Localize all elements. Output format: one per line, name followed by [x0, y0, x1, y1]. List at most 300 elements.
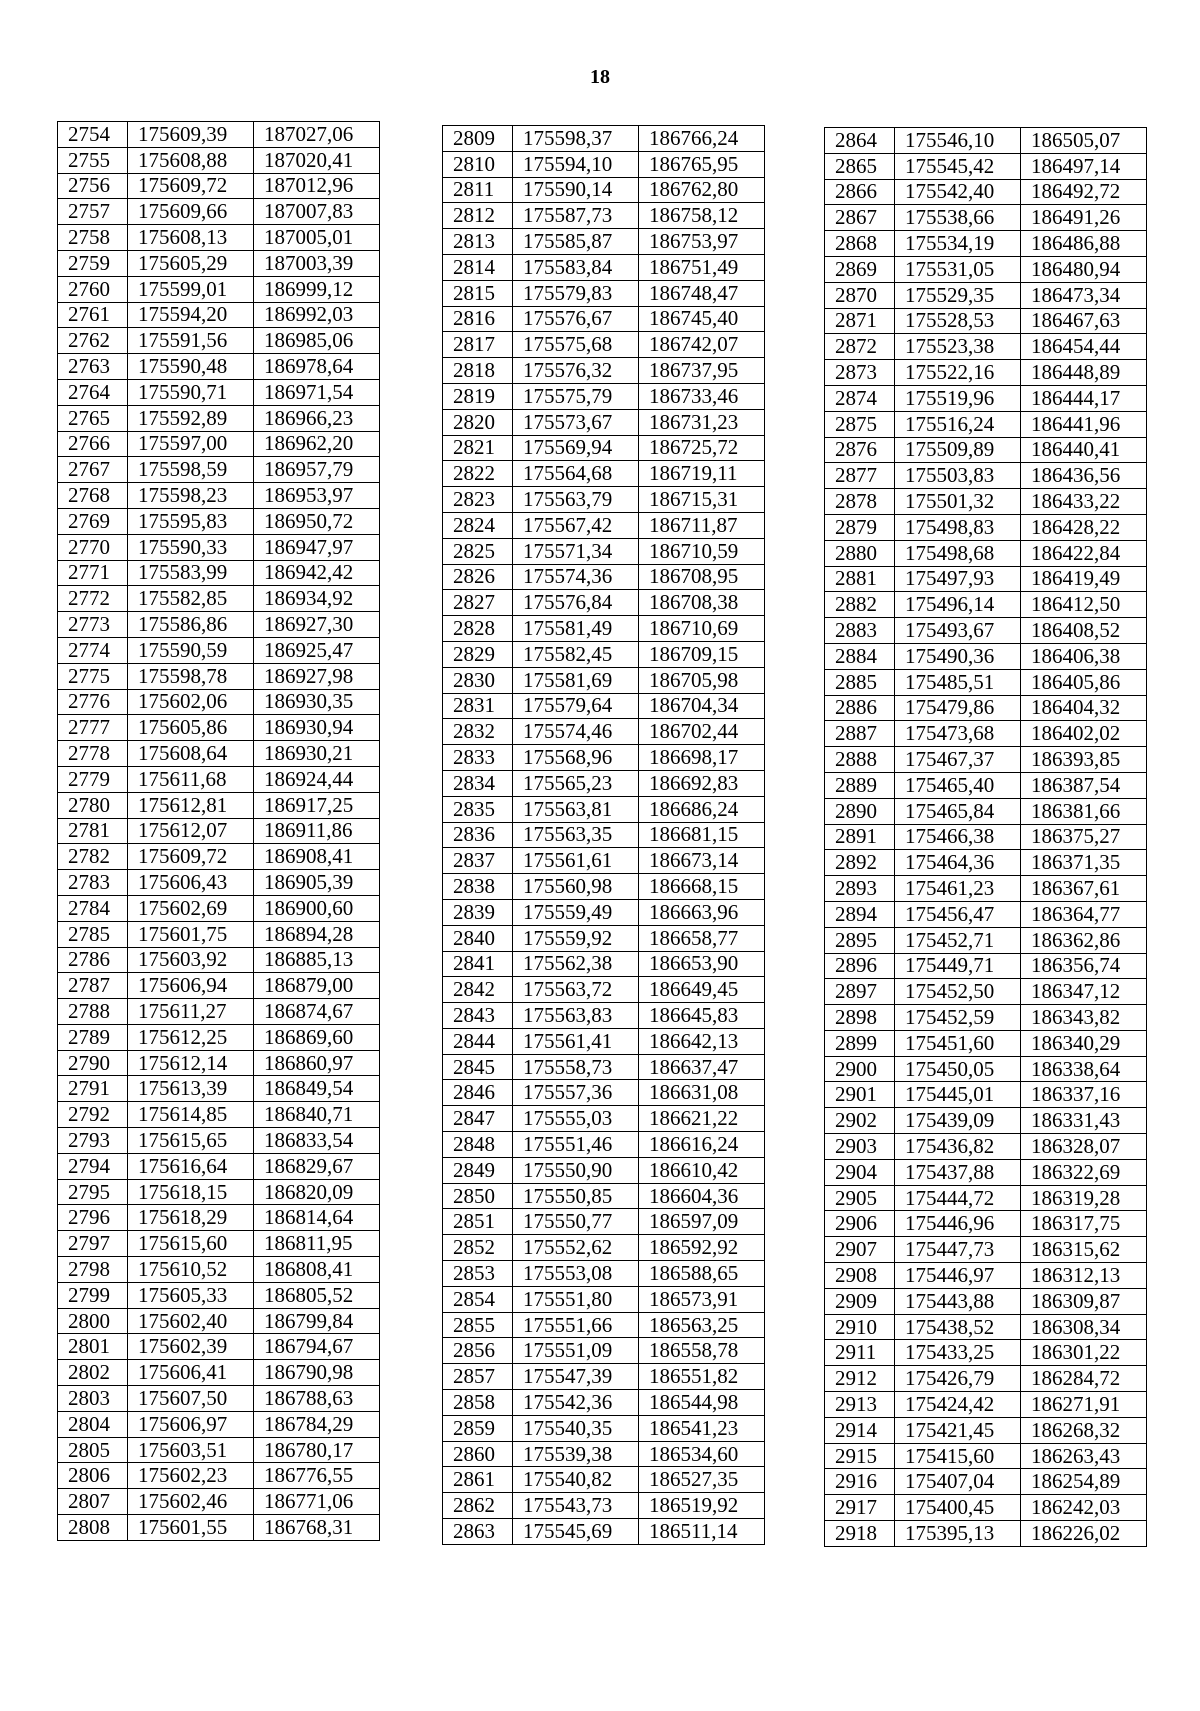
table-row [825, 824, 1147, 850]
table-row [58, 379, 380, 405]
point-number-cell: 2786 [58, 947, 128, 973]
point-number-cell: 2803 [58, 1386, 128, 1412]
x-coordinate-cell: 175579,64 [513, 693, 639, 719]
table-row [58, 560, 380, 586]
table-row [58, 1437, 380, 1463]
table-row [58, 483, 380, 509]
point-number-cell: 2833 [443, 745, 513, 771]
y-coordinate-cell: 186930,21 [254, 741, 380, 767]
x-coordinate-cell: 175456,47 [895, 901, 1021, 927]
x-coordinate-cell: 175563,83 [513, 1003, 639, 1029]
x-coordinate-cell: 175498,68 [895, 540, 1021, 566]
y-coordinate-cell: 186393,85 [1021, 747, 1147, 773]
y-coordinate-cell: 186436,56 [1021, 463, 1147, 489]
table-row [443, 848, 765, 874]
table-row [58, 1024, 380, 1050]
y-coordinate-cell: 186762,80 [639, 177, 765, 203]
x-coordinate-cell: 175598,59 [128, 457, 254, 483]
y-coordinate-cell: 186315,62 [1021, 1237, 1147, 1263]
table-row [825, 1469, 1147, 1495]
table-row [443, 151, 765, 177]
y-coordinate-cell: 186412,50 [1021, 592, 1147, 618]
point-number-cell: 2818 [443, 358, 513, 384]
x-coordinate-cell: 175595,83 [128, 508, 254, 534]
y-coordinate-cell: 186486,88 [1021, 231, 1147, 257]
y-coordinate-cell: 186731,23 [639, 409, 765, 435]
x-coordinate-cell: 175608,13 [128, 225, 254, 251]
point-number-cell: 2906 [825, 1211, 895, 1237]
table-row [825, 592, 1147, 618]
coordinate-table-1 [57, 121, 380, 1541]
point-number-cell: 2811 [443, 177, 513, 203]
table-row [58, 1257, 380, 1283]
y-coordinate-cell: 186322,69 [1021, 1159, 1147, 1185]
y-coordinate-cell: 186271,91 [1021, 1392, 1147, 1418]
y-coordinate-cell: 186534,60 [639, 1441, 765, 1467]
y-coordinate-cell: 186588,65 [639, 1261, 765, 1287]
point-number-cell: 2828 [443, 616, 513, 642]
table-row [58, 741, 380, 767]
y-coordinate-cell: 186328,07 [1021, 1134, 1147, 1160]
point-number-cell: 2837 [443, 848, 513, 874]
table-row [443, 1157, 765, 1183]
y-coordinate-cell: 186710,59 [639, 538, 765, 564]
table-row [58, 1050, 380, 1076]
x-coordinate-cell: 175598,78 [128, 663, 254, 689]
table-row [443, 1183, 765, 1209]
point-number-cell: 2905 [825, 1185, 895, 1211]
x-coordinate-cell: 175618,15 [128, 1179, 254, 1205]
table-row [825, 618, 1147, 644]
x-coordinate-cell: 175465,40 [895, 772, 1021, 798]
x-coordinate-cell: 175447,73 [895, 1237, 1021, 1263]
x-coordinate-cell: 175574,46 [513, 719, 639, 745]
table-row [825, 153, 1147, 179]
table-row [825, 1288, 1147, 1314]
table-row [58, 689, 380, 715]
point-number-cell: 2843 [443, 1003, 513, 1029]
x-coordinate-cell: 175551,46 [513, 1132, 639, 1158]
table-row [443, 538, 765, 564]
x-coordinate-cell: 175445,01 [895, 1082, 1021, 1108]
y-coordinate-cell: 186337,16 [1021, 1082, 1147, 1108]
x-coordinate-cell: 175601,55 [128, 1515, 254, 1541]
y-coordinate-cell: 186491,26 [1021, 205, 1147, 231]
point-number-cell: 2831 [443, 693, 513, 719]
x-coordinate-cell: 175563,72 [513, 977, 639, 1003]
point-number-cell: 2761 [58, 302, 128, 328]
x-coordinate-cell: 175446,96 [895, 1211, 1021, 1237]
point-number-cell: 2879 [825, 514, 895, 540]
point-number-cell: 2796 [58, 1205, 128, 1231]
x-coordinate-cell: 175545,69 [513, 1519, 639, 1545]
x-coordinate-cell: 175540,35 [513, 1415, 639, 1441]
y-coordinate-cell: 186573,91 [639, 1286, 765, 1312]
y-coordinate-cell: 186733,46 [639, 383, 765, 409]
y-coordinate-cell: 186441,96 [1021, 411, 1147, 437]
x-coordinate-cell: 175606,43 [128, 870, 254, 896]
x-coordinate-cell: 175452,50 [895, 979, 1021, 1005]
table-row [58, 1205, 380, 1231]
table-row [58, 1179, 380, 1205]
y-coordinate-cell: 186947,97 [254, 534, 380, 560]
x-coordinate-cell: 175583,84 [513, 254, 639, 280]
table-row [825, 669, 1147, 695]
table-row [58, 1463, 380, 1489]
point-number-cell: 2897 [825, 979, 895, 1005]
point-number-cell: 2804 [58, 1411, 128, 1437]
table-row [443, 1209, 765, 1235]
x-coordinate-cell: 175503,83 [895, 463, 1021, 489]
table-row [58, 715, 380, 741]
table-row [825, 334, 1147, 360]
x-coordinate-cell: 175552,62 [513, 1235, 639, 1261]
table-row [443, 951, 765, 977]
table-row [825, 1134, 1147, 1160]
table-row [58, 405, 380, 431]
table-row [58, 870, 380, 896]
x-coordinate-cell: 175466,38 [895, 824, 1021, 850]
x-coordinate-cell: 175465,84 [895, 798, 1021, 824]
point-number-cell: 2860 [443, 1441, 513, 1467]
table-row [443, 306, 765, 332]
point-number-cell: 2765 [58, 405, 128, 431]
table-row [825, 1443, 1147, 1469]
x-coordinate-cell: 175569,94 [513, 435, 639, 461]
x-coordinate-cell: 175582,85 [128, 586, 254, 612]
table-row [443, 177, 765, 203]
x-coordinate-cell: 175559,92 [513, 925, 639, 951]
x-coordinate-cell: 175564,68 [513, 461, 639, 487]
point-number-cell: 2904 [825, 1159, 895, 1185]
x-coordinate-cell: 175522,16 [895, 360, 1021, 386]
point-number-cell: 2873 [825, 360, 895, 386]
x-coordinate-cell: 175581,49 [513, 616, 639, 642]
x-coordinate-cell: 175602,40 [128, 1308, 254, 1334]
point-number-cell: 2917 [825, 1495, 895, 1521]
table-row [58, 1153, 380, 1179]
table-row [443, 1312, 765, 1338]
table-row [825, 360, 1147, 386]
table-row [58, 792, 380, 818]
table-row [825, 1366, 1147, 1392]
x-coordinate-cell: 175542,40 [895, 179, 1021, 205]
y-coordinate-cell: 186558,78 [639, 1338, 765, 1364]
y-coordinate-cell: 186900,60 [254, 895, 380, 921]
point-number-cell: 2908 [825, 1263, 895, 1289]
x-coordinate-cell: 175449,71 [895, 953, 1021, 979]
x-coordinate-cell: 175436,82 [895, 1134, 1021, 1160]
point-number-cell: 2809 [443, 126, 513, 152]
point-number-cell: 2819 [443, 383, 513, 409]
y-coordinate-cell: 186371,35 [1021, 850, 1147, 876]
table-row [825, 489, 1147, 515]
table-row [58, 199, 380, 225]
y-coordinate-cell: 186820,09 [254, 1179, 380, 1205]
x-coordinate-cell: 175485,51 [895, 669, 1021, 695]
table-row [825, 747, 1147, 773]
point-number-cell: 2888 [825, 747, 895, 773]
point-number-cell: 2788 [58, 999, 128, 1025]
x-coordinate-cell: 175612,25 [128, 1024, 254, 1050]
x-coordinate-cell: 175490,36 [895, 643, 1021, 669]
x-coordinate-cell: 175523,38 [895, 334, 1021, 360]
y-coordinate-cell: 186869,60 [254, 1024, 380, 1050]
point-number-cell: 2872 [825, 334, 895, 360]
point-number-cell: 2840 [443, 925, 513, 951]
y-coordinate-cell: 186402,02 [1021, 721, 1147, 747]
point-number-cell: 2839 [443, 899, 513, 925]
x-coordinate-cell: 175610,52 [128, 1257, 254, 1283]
x-coordinate-cell: 175542,36 [513, 1390, 639, 1416]
table-row [443, 512, 765, 538]
point-number-cell: 2881 [825, 566, 895, 592]
x-coordinate-cell: 175612,14 [128, 1050, 254, 1076]
table-row [825, 643, 1147, 669]
x-coordinate-cell: 175438,52 [895, 1314, 1021, 1340]
y-coordinate-cell: 186765,95 [639, 151, 765, 177]
point-number-cell: 2896 [825, 953, 895, 979]
point-number-cell: 2777 [58, 715, 128, 741]
x-coordinate-cell: 175592,89 [128, 405, 254, 431]
table-row [825, 231, 1147, 257]
point-number-cell: 2791 [58, 1076, 128, 1102]
table-row [825, 1521, 1147, 1547]
y-coordinate-cell: 186879,00 [254, 973, 380, 999]
table-row [443, 719, 765, 745]
table-row [825, 1263, 1147, 1289]
point-number-cell: 2829 [443, 641, 513, 667]
y-coordinate-cell: 186340,29 [1021, 1030, 1147, 1056]
y-coordinate-cell: 187027,06 [254, 122, 380, 148]
y-coordinate-cell: 186519,92 [639, 1493, 765, 1519]
table-row [443, 874, 765, 900]
y-coordinate-cell: 186780,17 [254, 1437, 380, 1463]
y-coordinate-cell: 186658,77 [639, 925, 765, 951]
point-number-cell: 2754 [58, 122, 128, 148]
table-row [58, 844, 380, 870]
x-coordinate-cell: 175421,45 [895, 1417, 1021, 1443]
x-coordinate-cell: 175579,83 [513, 280, 639, 306]
x-coordinate-cell: 175551,66 [513, 1312, 639, 1338]
y-coordinate-cell: 186784,29 [254, 1411, 380, 1437]
table-row [58, 612, 380, 638]
point-number-cell: 2835 [443, 796, 513, 822]
x-coordinate-cell: 175539,38 [513, 1441, 639, 1467]
table-row [443, 1054, 765, 1080]
point-number-cell: 2893 [825, 876, 895, 902]
table-row [443, 1003, 765, 1029]
y-coordinate-cell: 186653,90 [639, 951, 765, 977]
point-number-cell: 2766 [58, 431, 128, 457]
point-number-cell: 2862 [443, 1493, 513, 1519]
point-number-cell: 2792 [58, 1102, 128, 1128]
point-number-cell: 2854 [443, 1286, 513, 1312]
y-coordinate-cell: 186649,45 [639, 977, 765, 1003]
point-number-cell: 2778 [58, 741, 128, 767]
table-row [825, 1082, 1147, 1108]
table-row [443, 126, 765, 152]
point-number-cell: 2823 [443, 487, 513, 513]
point-number-cell: 2800 [58, 1308, 128, 1334]
x-coordinate-cell: 175546,10 [895, 128, 1021, 154]
table-row [443, 693, 765, 719]
point-number-cell: 2850 [443, 1183, 513, 1209]
point-number-cell: 2899 [825, 1030, 895, 1056]
table-row [58, 947, 380, 973]
point-number-cell: 2758 [58, 225, 128, 251]
y-coordinate-cell: 186592,92 [639, 1235, 765, 1261]
x-coordinate-cell: 175586,86 [128, 612, 254, 638]
point-number-cell: 2760 [58, 276, 128, 302]
x-coordinate-cell: 175603,92 [128, 947, 254, 973]
table-row [58, 147, 380, 173]
y-coordinate-cell: 186681,15 [639, 822, 765, 848]
point-number-cell: 2849 [443, 1157, 513, 1183]
x-coordinate-cell: 175607,50 [128, 1386, 254, 1412]
table-row [825, 1417, 1147, 1443]
table-row [58, 1411, 380, 1437]
y-coordinate-cell: 186698,17 [639, 745, 765, 771]
x-coordinate-cell: 175609,72 [128, 844, 254, 870]
x-coordinate-cell: 175590,33 [128, 534, 254, 560]
x-coordinate-cell: 175424,42 [895, 1392, 1021, 1418]
point-number-cell: 2816 [443, 306, 513, 332]
point-number-cell: 2795 [58, 1179, 128, 1205]
y-coordinate-cell: 186833,54 [254, 1128, 380, 1154]
point-number-cell: 2867 [825, 205, 895, 231]
x-coordinate-cell: 175479,86 [895, 695, 1021, 721]
table-row [825, 566, 1147, 592]
point-number-cell: 2801 [58, 1334, 128, 1360]
point-number-cell: 2814 [443, 254, 513, 280]
table-row [58, 225, 380, 251]
table-row [825, 1495, 1147, 1521]
point-number-cell: 2855 [443, 1312, 513, 1338]
table-row [58, 534, 380, 560]
point-number-cell: 2865 [825, 153, 895, 179]
x-coordinate-cell: 175583,99 [128, 560, 254, 586]
point-number-cell: 2912 [825, 1366, 895, 1392]
point-number-cell: 2838 [443, 874, 513, 900]
point-number-cell: 2794 [58, 1153, 128, 1179]
point-number-cell: 2774 [58, 637, 128, 663]
y-coordinate-cell: 186668,15 [639, 874, 765, 900]
y-coordinate-cell: 186708,38 [639, 590, 765, 616]
y-coordinate-cell: 186788,63 [254, 1386, 380, 1412]
x-coordinate-cell: 175598,37 [513, 126, 639, 152]
point-number-cell: 2767 [58, 457, 128, 483]
y-coordinate-cell: 186226,02 [1021, 1521, 1147, 1547]
table-row [825, 256, 1147, 282]
table-row [825, 385, 1147, 411]
table-row [443, 796, 765, 822]
table-row [58, 328, 380, 354]
y-coordinate-cell: 186308,34 [1021, 1314, 1147, 1340]
point-number-cell: 2909 [825, 1288, 895, 1314]
table-row [443, 1132, 765, 1158]
y-coordinate-cell: 186604,36 [639, 1183, 765, 1209]
table-row [825, 772, 1147, 798]
y-coordinate-cell: 186930,94 [254, 715, 380, 741]
x-coordinate-cell: 175615,65 [128, 1128, 254, 1154]
y-coordinate-cell: 186551,82 [639, 1364, 765, 1390]
x-coordinate-cell: 175497,93 [895, 566, 1021, 592]
x-coordinate-cell: 175562,38 [513, 951, 639, 977]
table-row [58, 1360, 380, 1386]
point-number-cell: 2790 [58, 1050, 128, 1076]
x-coordinate-cell: 175618,29 [128, 1205, 254, 1231]
point-number-cell: 2889 [825, 772, 895, 798]
x-coordinate-cell: 175415,60 [895, 1443, 1021, 1469]
table-row [825, 798, 1147, 824]
point-number-cell: 2798 [58, 1257, 128, 1283]
table-row [825, 282, 1147, 308]
point-number-cell: 2771 [58, 560, 128, 586]
y-coordinate-cell: 186331,43 [1021, 1108, 1147, 1134]
x-coordinate-cell: 175602,39 [128, 1334, 254, 1360]
y-coordinate-cell: 186642,13 [639, 1028, 765, 1054]
point-number-cell: 2894 [825, 901, 895, 927]
y-coordinate-cell: 186737,95 [639, 358, 765, 384]
point-number-cell: 2808 [58, 1515, 128, 1541]
point-number-cell: 2780 [58, 792, 128, 818]
y-coordinate-cell: 186692,83 [639, 770, 765, 796]
x-coordinate-cell: 175452,71 [895, 927, 1021, 953]
point-number-cell: 2822 [443, 461, 513, 487]
point-number-cell: 2847 [443, 1106, 513, 1132]
x-coordinate-cell: 175558,73 [513, 1054, 639, 1080]
table-row [825, 411, 1147, 437]
x-coordinate-cell: 175590,48 [128, 354, 254, 380]
point-number-cell: 2812 [443, 203, 513, 229]
point-number-cell: 2810 [443, 151, 513, 177]
point-number-cell: 2859 [443, 1415, 513, 1441]
y-coordinate-cell: 186338,64 [1021, 1056, 1147, 1082]
x-coordinate-cell: 175568,96 [513, 745, 639, 771]
x-coordinate-cell: 175473,68 [895, 721, 1021, 747]
table-row [443, 899, 765, 925]
x-coordinate-cell: 175571,34 [513, 538, 639, 564]
point-number-cell: 2907 [825, 1237, 895, 1263]
y-coordinate-cell: 186242,03 [1021, 1495, 1147, 1521]
table-row [58, 1386, 380, 1412]
point-number-cell: 2901 [825, 1082, 895, 1108]
x-coordinate-cell: 175496,14 [895, 592, 1021, 618]
table-row [443, 745, 765, 771]
table-row [825, 1211, 1147, 1237]
point-number-cell: 2900 [825, 1056, 895, 1082]
table-row [58, 766, 380, 792]
x-coordinate-cell: 175493,67 [895, 618, 1021, 644]
y-coordinate-cell: 186381,66 [1021, 798, 1147, 824]
table-row [443, 770, 765, 796]
x-coordinate-cell: 175563,79 [513, 487, 639, 513]
y-coordinate-cell: 186745,40 [639, 306, 765, 332]
y-coordinate-cell: 187012,96 [254, 173, 380, 199]
table-row [443, 1390, 765, 1416]
point-number-cell: 2770 [58, 534, 128, 560]
point-number-cell: 2815 [443, 280, 513, 306]
table-row [443, 564, 765, 590]
point-number-cell: 2813 [443, 229, 513, 255]
x-coordinate-cell: 175553,08 [513, 1261, 639, 1287]
point-number-cell: 2910 [825, 1314, 895, 1340]
coordinate-table-3 [824, 127, 1147, 1547]
y-coordinate-cell: 186957,79 [254, 457, 380, 483]
x-coordinate-cell: 175567,42 [513, 512, 639, 538]
x-coordinate-cell: 175602,23 [128, 1463, 254, 1489]
